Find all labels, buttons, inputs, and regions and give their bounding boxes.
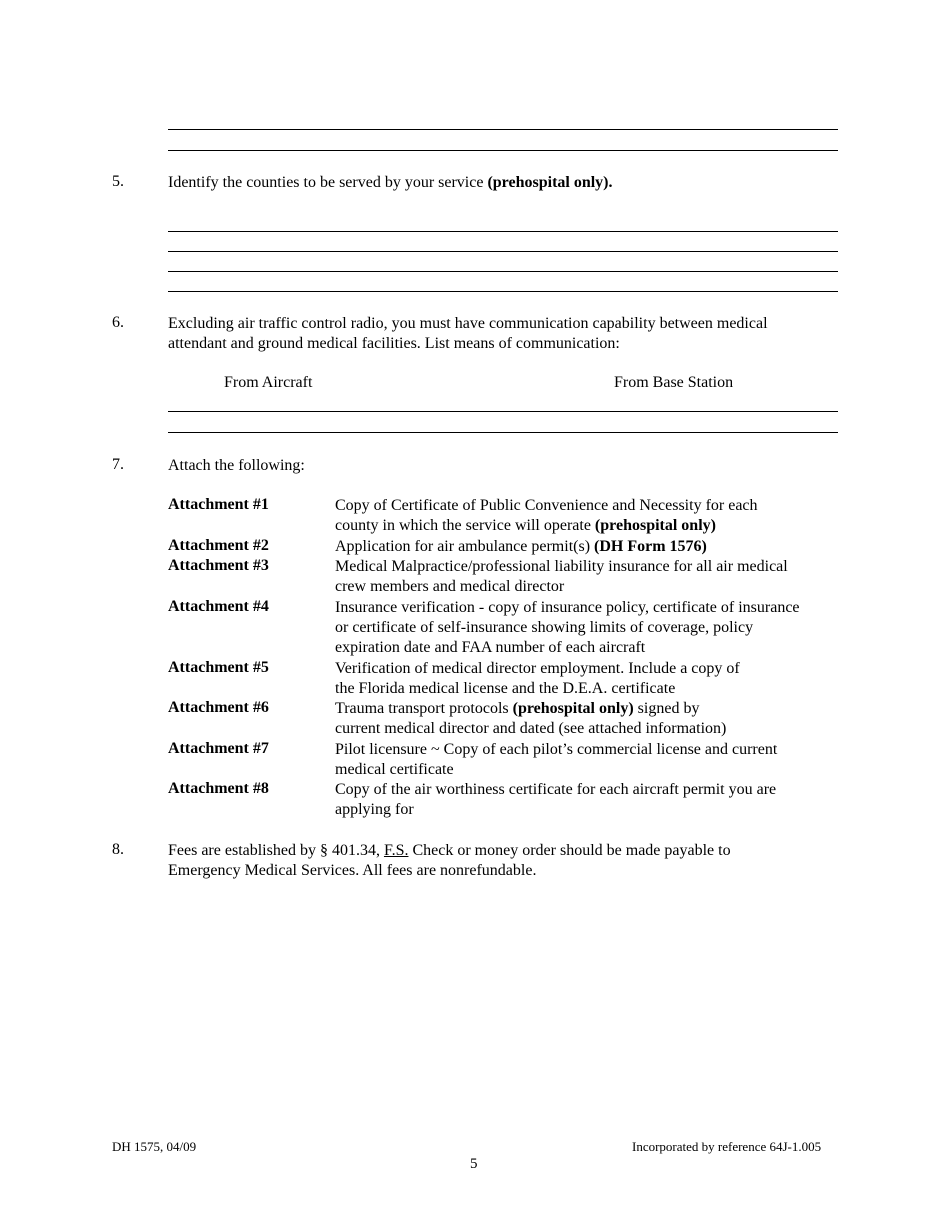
from-aircraft-label: From Aircraft — [224, 374, 313, 391]
q7-text: Attach the following: — [168, 457, 305, 474]
attachment-description: Application for air ambulance permit(s) (DH Form 1576) — [335, 538, 707, 555]
reference-text: Incorporated by reference 64J-1.005 — [632, 1139, 822, 1154]
page-number: 5 — [470, 1156, 478, 1172]
attachment-label: Attachment #4 — [168, 598, 269, 615]
q5-number: 5. — [112, 173, 124, 190]
answer-line[interactable] — [168, 150, 838, 151]
q5-answer-line[interactable] — [168, 291, 838, 292]
q6-text: Excluding air traffic control radio, you must have communication capability between medical attendant and ground medical facilities. List means of communication: — [168, 315, 768, 352]
attachment-description: Medical Malpractice/professional liability insurance for all air medical crew members and medical director — [335, 558, 788, 595]
q5-text: Identify the counties to be served by your service (prehospital only). — [168, 174, 613, 191]
q5-answer-line[interactable] — [168, 231, 838, 232]
q8-number: 8. — [112, 841, 124, 858]
attachment-description: Pilot licensure ~ Copy of each pilot’s commercial license and current medical certificate — [335, 741, 778, 778]
attachment-label: Attachment #1 — [168, 496, 269, 513]
attachment-description: Trauma transport protocols (prehospital only) signed by current medical director and dated (see attached information) — [335, 700, 727, 737]
attachment-label: Attachment #3 — [168, 557, 269, 574]
attachment-label: Attachment #5 — [168, 659, 269, 676]
attachment-label: Attachment #7 — [168, 740, 269, 757]
attachment-description: Verification of medical director employment. Include a copy of the Florida medical license and the D.E.A. certificate — [335, 660, 740, 697]
q6-answer-line[interactable] — [168, 411, 838, 412]
attachment-label: Attachment #8 — [168, 780, 269, 797]
q5-answer-line[interactable] — [168, 251, 838, 252]
from-base-station-label: From Base Station — [614, 374, 734, 391]
attachment-label: Attachment #6 — [168, 699, 269, 716]
attachment-description: Copy of the air worthiness certificate for each aircraft permit you are applying for — [335, 781, 777, 818]
answer-line[interactable] — [168, 129, 838, 130]
attachment-description: Insurance verification - copy of insurance policy, certificate of insurance or certificate of self-insurance showing limits of coverage, policy expiration date and FAA number of each aircraft — [335, 599, 800, 656]
form-id: DH 1575, 04/09 — [112, 1139, 197, 1154]
q5-answer-line[interactable] — [168, 271, 838, 272]
q7-number: 7. — [112, 456, 124, 473]
q6-number: 6. — [112, 314, 124, 331]
attachment-label: Attachment #2 — [168, 537, 269, 554]
q6-answer-line[interactable] — [168, 432, 838, 433]
q8-text: Fees are established by § 401.34, F.S. Check or money order should be made payable to Emergency Medical Services. All fees are nonrefundable. — [168, 842, 731, 879]
attachment-description: Copy of Certificate of Public Convenience and Necessity for each county in which the service will operate (prehospital only) — [335, 497, 758, 534]
